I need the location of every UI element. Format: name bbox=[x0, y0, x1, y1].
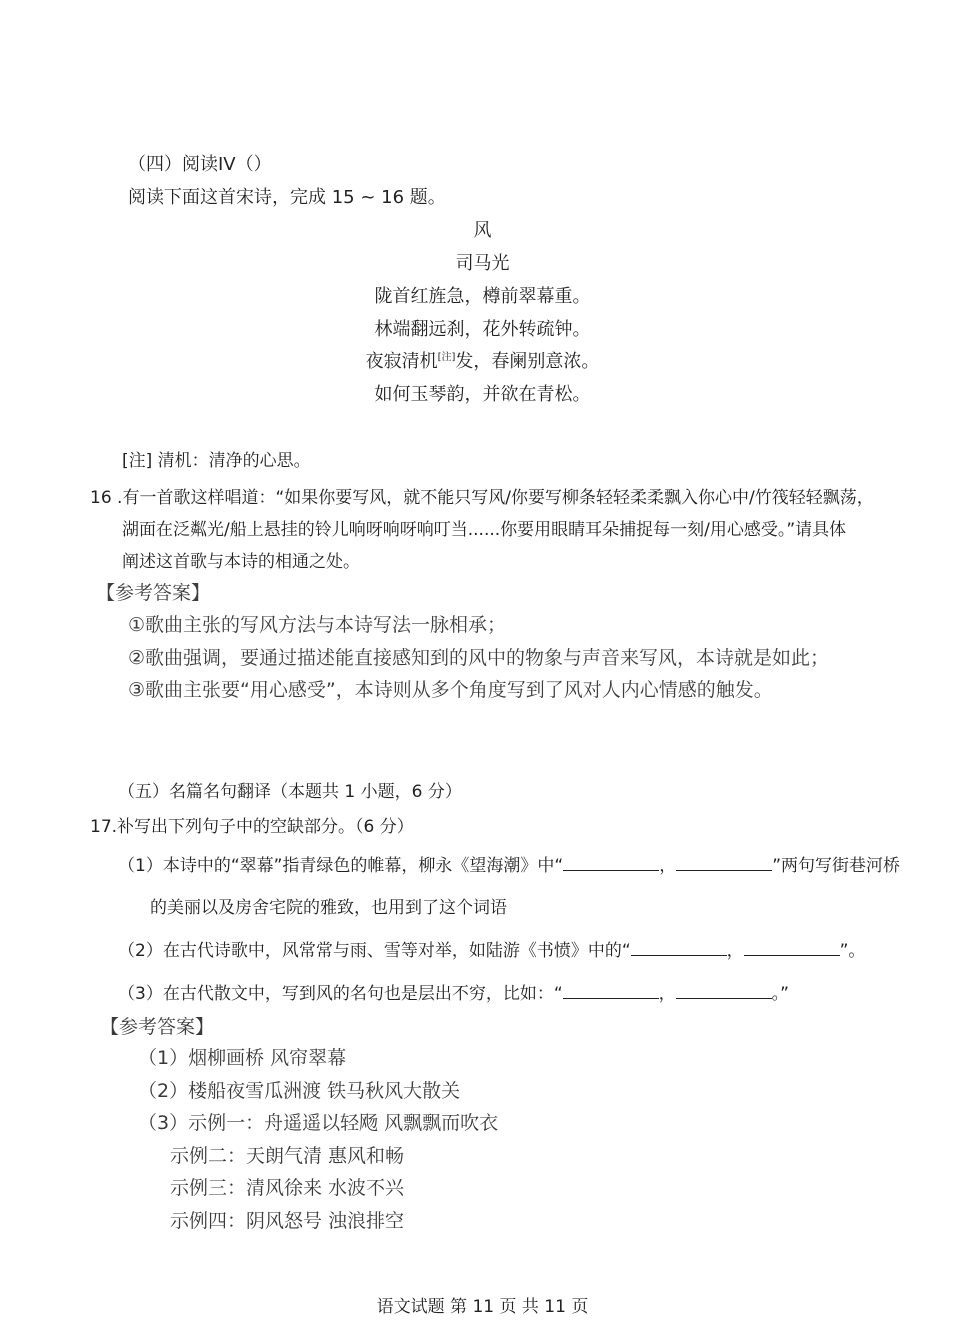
footnote: [注] 清机：清净的心思。 bbox=[122, 451, 311, 471]
instruction: 阅读下面这首宋诗，完成 15 ~ 16 题。 bbox=[128, 187, 446, 208]
poem-line: 林端翻远刹，花外转疏钟。 bbox=[374, 319, 591, 340]
answer-blank[interactable] bbox=[563, 984, 659, 999]
answer-item: ③歌曲主张要“用心感受”，本诗则从多个角度写到了风对人内心情感的触发。 bbox=[128, 679, 773, 701]
question-text: 16 .有一首歌这样唱道：“如果你要写风，就不能只写风/你要写柳条轻轻柔柔飘入你心中/竹筏轻轻飘荡， bbox=[90, 488, 874, 508]
section-heading: （五）名篇名句翻译（本题共 1 小题，6 分） bbox=[118, 782, 462, 802]
answer-heading: 【参考答案】 bbox=[96, 582, 211, 604]
question-item: 的美丽以及房舍宅院的雅致，也用到了这个词语 bbox=[150, 898, 507, 918]
poem-line-part: 发，春阑别意浓。 bbox=[455, 351, 600, 372]
answer-item: ①歌曲主张的写风方法与本诗写法一脉相承； bbox=[128, 614, 507, 636]
answer-item: 示例四：阴风怒号 浊浪排空 bbox=[170, 1210, 405, 1232]
question-item bbox=[118, 936, 865, 961]
question-item bbox=[118, 851, 900, 876]
poem-line: 陇首红旌急，樽前翠幕重。 bbox=[374, 286, 591, 307]
separator: ， bbox=[658, 984, 676, 1004]
footnote-marker: [注] bbox=[437, 352, 456, 363]
question-part: 。” bbox=[771, 984, 789, 1004]
question-text: 17.补写出下列句子中的空缺部分。（6 分） bbox=[90, 817, 414, 837]
question-part: （1）本诗中的“翠幕”指青绿色的帷幕，柳永《望海潮》中“ bbox=[118, 856, 564, 876]
page-footer: 语文试题 第 11 页 共 11 页 bbox=[376, 1297, 589, 1317]
answer-blank[interactable] bbox=[744, 941, 840, 956]
poem-title: 风 bbox=[473, 220, 492, 241]
question-part: ”两句写街巷河桥 bbox=[772, 856, 901, 876]
question-item bbox=[118, 979, 789, 1004]
answer-item: ②歌曲强调，要通过描述能直接感知到的风中的物象与声音来写风，本诗就是如此； bbox=[128, 647, 830, 669]
answer-item: 示例三：清风徐来 水波不兴 bbox=[170, 1177, 405, 1199]
answer-item: （3）示例一：舟遥遥以轻飏 风飘飘而吹衣 bbox=[138, 1112, 499, 1134]
poem-line: 如何玉琴韵，并欲在青松。 bbox=[374, 384, 591, 405]
answer-item: （2）楼船夜雪瓜洲渡 铁马秋风大散关 bbox=[138, 1080, 461, 1102]
answer-item: （1）烟柳画桥 风帘翠幕 bbox=[138, 1047, 347, 1069]
question-part: （2）在古代诗歌中，风常常与雨、雪等对举，如陆游《书愤》中的“ bbox=[118, 941, 631, 961]
answer-blank[interactable] bbox=[631, 941, 727, 956]
separator: ， bbox=[726, 941, 744, 961]
poem-author: 司马光 bbox=[455, 253, 510, 274]
separator: ， bbox=[659, 856, 677, 876]
section-heading: （四）阅读IV（） bbox=[128, 154, 272, 175]
question-text: 湖面在泛粼光/船上悬挂的铃儿响呀响呀响叮当......你要用眼睛耳朵捕捉每一刻/用心感受。”请具体 bbox=[122, 520, 847, 540]
answer-item: 示例二：天朗气清 惠风和畅 bbox=[170, 1145, 405, 1167]
question-text: 阐述这首歌与本诗的相通之处。 bbox=[122, 552, 360, 572]
poem-line-part: 夜寂清机 bbox=[365, 351, 438, 372]
poem-line bbox=[0, 347, 965, 373]
answer-blank[interactable] bbox=[676, 856, 772, 871]
answer-heading: 【参考答案】 bbox=[100, 1016, 215, 1038]
answer-blank[interactable] bbox=[676, 984, 772, 999]
answer-blank[interactable] bbox=[563, 856, 659, 871]
question-part: （3）在古代散文中，写到风的名句也是层出不穷，比如：“ bbox=[118, 984, 563, 1004]
question-part: ”。 bbox=[839, 941, 866, 961]
